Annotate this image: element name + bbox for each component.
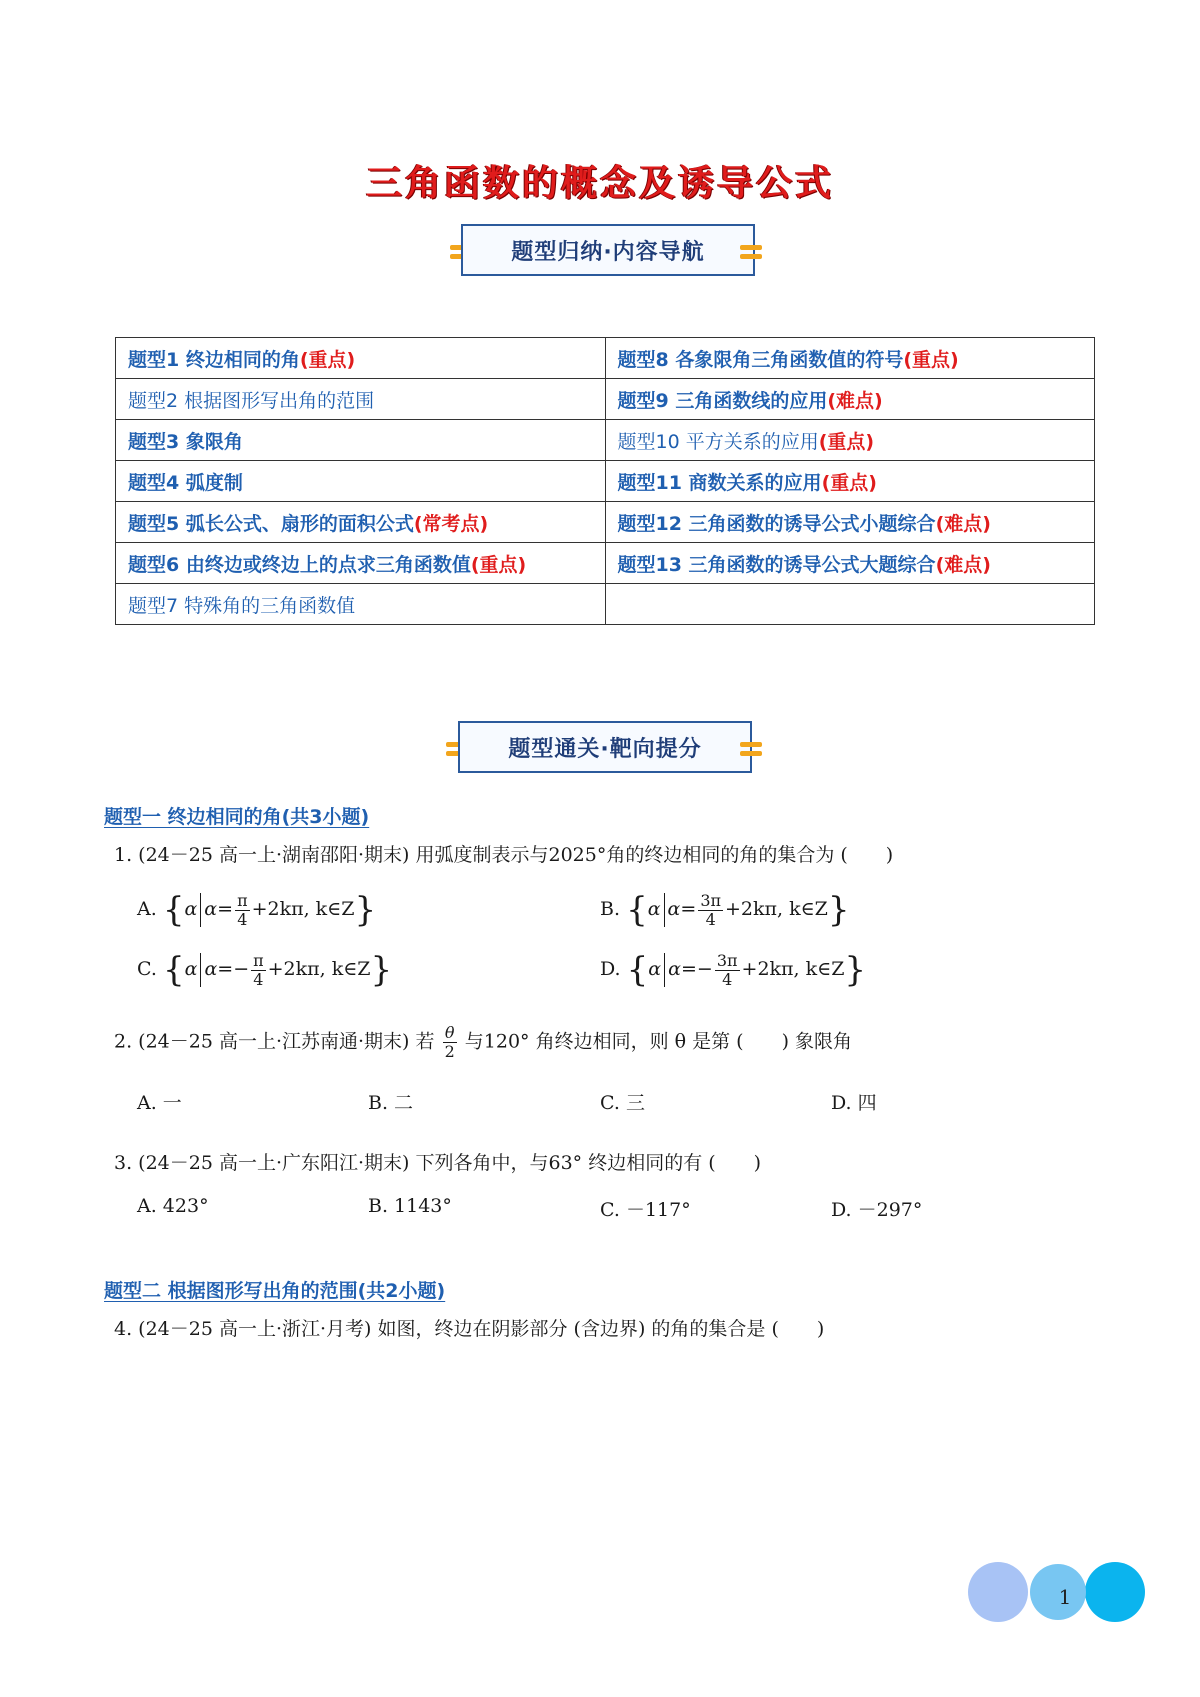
question-3-option-b: B. 1143° [368, 1195, 452, 1217]
nav-row [116, 379, 1095, 420]
question-2-stem: 2. (24－25 高一上·江苏南通·期末) 若 $\frac{\theta}{2}$ 与120° 角终边相同，则 θ 是第 ( ) 象限角 [114, 1023, 853, 1061]
question-2-option-d: D. 四 [831, 1092, 877, 1114]
nav-cell[interactable] [116, 338, 606, 379]
nav-topic-label: 题型8 各象限角三角函数值的符号 [617, 348, 904, 371]
nav-topic-label: 题型5 弧长公式、扇形的面积公式 [128, 512, 414, 535]
question-3-option-a: A. 423° [137, 1195, 209, 1217]
question-1-stem: 1. (24－25 高一上·湖南邵阳·期末) 用弧度制表示与2025°角的终边相同的角的集合为 ( ) [114, 844, 894, 866]
page-number: 1 [1058, 1585, 1072, 1609]
nav-cell[interactable] [605, 420, 1095, 461]
nav-topic-label: 题型3 象限角 [128, 430, 243, 453]
nav-topic-label: 题型13 三角函数的诱导公式大题综合 [617, 553, 936, 576]
nav-cell[interactable] [116, 584, 606, 625]
section-heading-1: 题型一 终边相同的角(共3小题) [104, 806, 370, 828]
question-4-stem: 4. (24－25 高一上·浙江·月考) 如图，终边在阴影部分 (含边界) 的角的集合是 ( ) [114, 1318, 825, 1340]
option-label: B. [600, 898, 621, 920]
page-deco-circle-right [1085, 1562, 1145, 1622]
page-deco-circle-left [968, 1562, 1028, 1622]
nav-cell[interactable] [605, 543, 1095, 584]
nav-topic-tag: (重点) [299, 348, 356, 371]
question-1-option-d: D. {α α=− $\frac{3\pi}{4}$ +2kπ, k∈Z} [600, 950, 867, 990]
nav-cell[interactable] [116, 502, 606, 543]
nav-cell[interactable] [605, 502, 1095, 543]
nav-topic-label: 题型12 三角函数的诱导公式小题综合 [617, 512, 936, 535]
nav-cell[interactable] [605, 338, 1095, 379]
nav-topic-tag: (难点) [935, 512, 991, 535]
nav-topic-tag: (难点) [935, 553, 991, 576]
nav-cell[interactable] [116, 379, 606, 420]
nav-topic-tag: (重点) [903, 348, 959, 371]
nav-topic-tag: (重点) [818, 430, 875, 453]
nav-topic-label: 题型11 商数关系的应用 [617, 471, 822, 494]
nav-topic-label: 题型6 由终边或终边上的点求三角函数值 [128, 553, 471, 576]
nav-cell[interactable] [116, 420, 606, 461]
nav-topic-label: 题型2 根据图形写出角的范围 [128, 389, 375, 412]
question-1-option-b: B. {α α= $\frac{3\pi}{4}$ +2kπ, k∈Z} [600, 890, 850, 930]
question-3-option-d: D. －297° [831, 1199, 923, 1221]
nav-row [116, 338, 1095, 379]
question-2-option-a: A. 一 [137, 1092, 182, 1114]
nav-row [116, 461, 1095, 502]
nav-topic-tag: (难点) [827, 389, 883, 412]
nav-topic-label: 题型9 三角函数线的应用 [617, 389, 828, 412]
option-label: D. [600, 958, 621, 980]
nav-topic-label: 题型4 弧度制 [128, 471, 243, 494]
nav-cell[interactable] [605, 584, 1095, 625]
nav-topic-tag: (常考点) [413, 512, 489, 535]
page-title: 三角函数的概念及诱导公式 [365, 163, 834, 204]
practice-banner: 题型通关·靶向提分 [458, 721, 752, 773]
question-3-option-c: C. －117° [600, 1199, 691, 1221]
nav-cell[interactable] [605, 461, 1095, 502]
banner-deco-right-icon [740, 243, 762, 261]
nav-row [116, 502, 1095, 543]
nav-row [116, 543, 1095, 584]
question-3-stem: 3. (24－25 高一上·广东阳江·期末) 下列各角中，与63° 终边相同的有 ( ) [114, 1152, 762, 1174]
nav-cell[interactable] [116, 543, 606, 584]
nav-cell[interactable] [116, 461, 606, 502]
nav-topic-tag: (重点) [470, 553, 527, 576]
topic-nav-table [115, 337, 1095, 625]
section-heading-2: 题型二 根据图形写出角的范围(共2小题) [104, 1280, 446, 1302]
option-label: C. [137, 958, 157, 980]
question-1-option-c: C. {α α=− $\frac{\pi}{4}$ +2kπ, k∈Z} [137, 950, 393, 990]
nav-row [116, 584, 1095, 625]
nav-topic-label: 题型1 终边相同的角 [128, 348, 300, 371]
banner-deco-right-icon [740, 740, 762, 758]
question-2-option-c: C. 三 [600, 1092, 645, 1114]
question-1-option-a: A. {α α= $\frac{\pi}{4}$ +2kπ, k∈Z} [137, 890, 377, 930]
nav-topic-label: 题型7 特殊角的三角函数值 [128, 594, 356, 617]
nav-topic-tag: (重点) [821, 471, 877, 494]
nav-cell[interactable] [605, 379, 1095, 420]
option-label: A. [137, 898, 157, 920]
nav-banner: 题型归纳·内容导航 [461, 224, 755, 276]
question-2-option-b: B. 二 [368, 1092, 414, 1114]
nav-row [116, 420, 1095, 461]
nav-topic-label: 题型10 平方关系的应用 [617, 430, 819, 453]
